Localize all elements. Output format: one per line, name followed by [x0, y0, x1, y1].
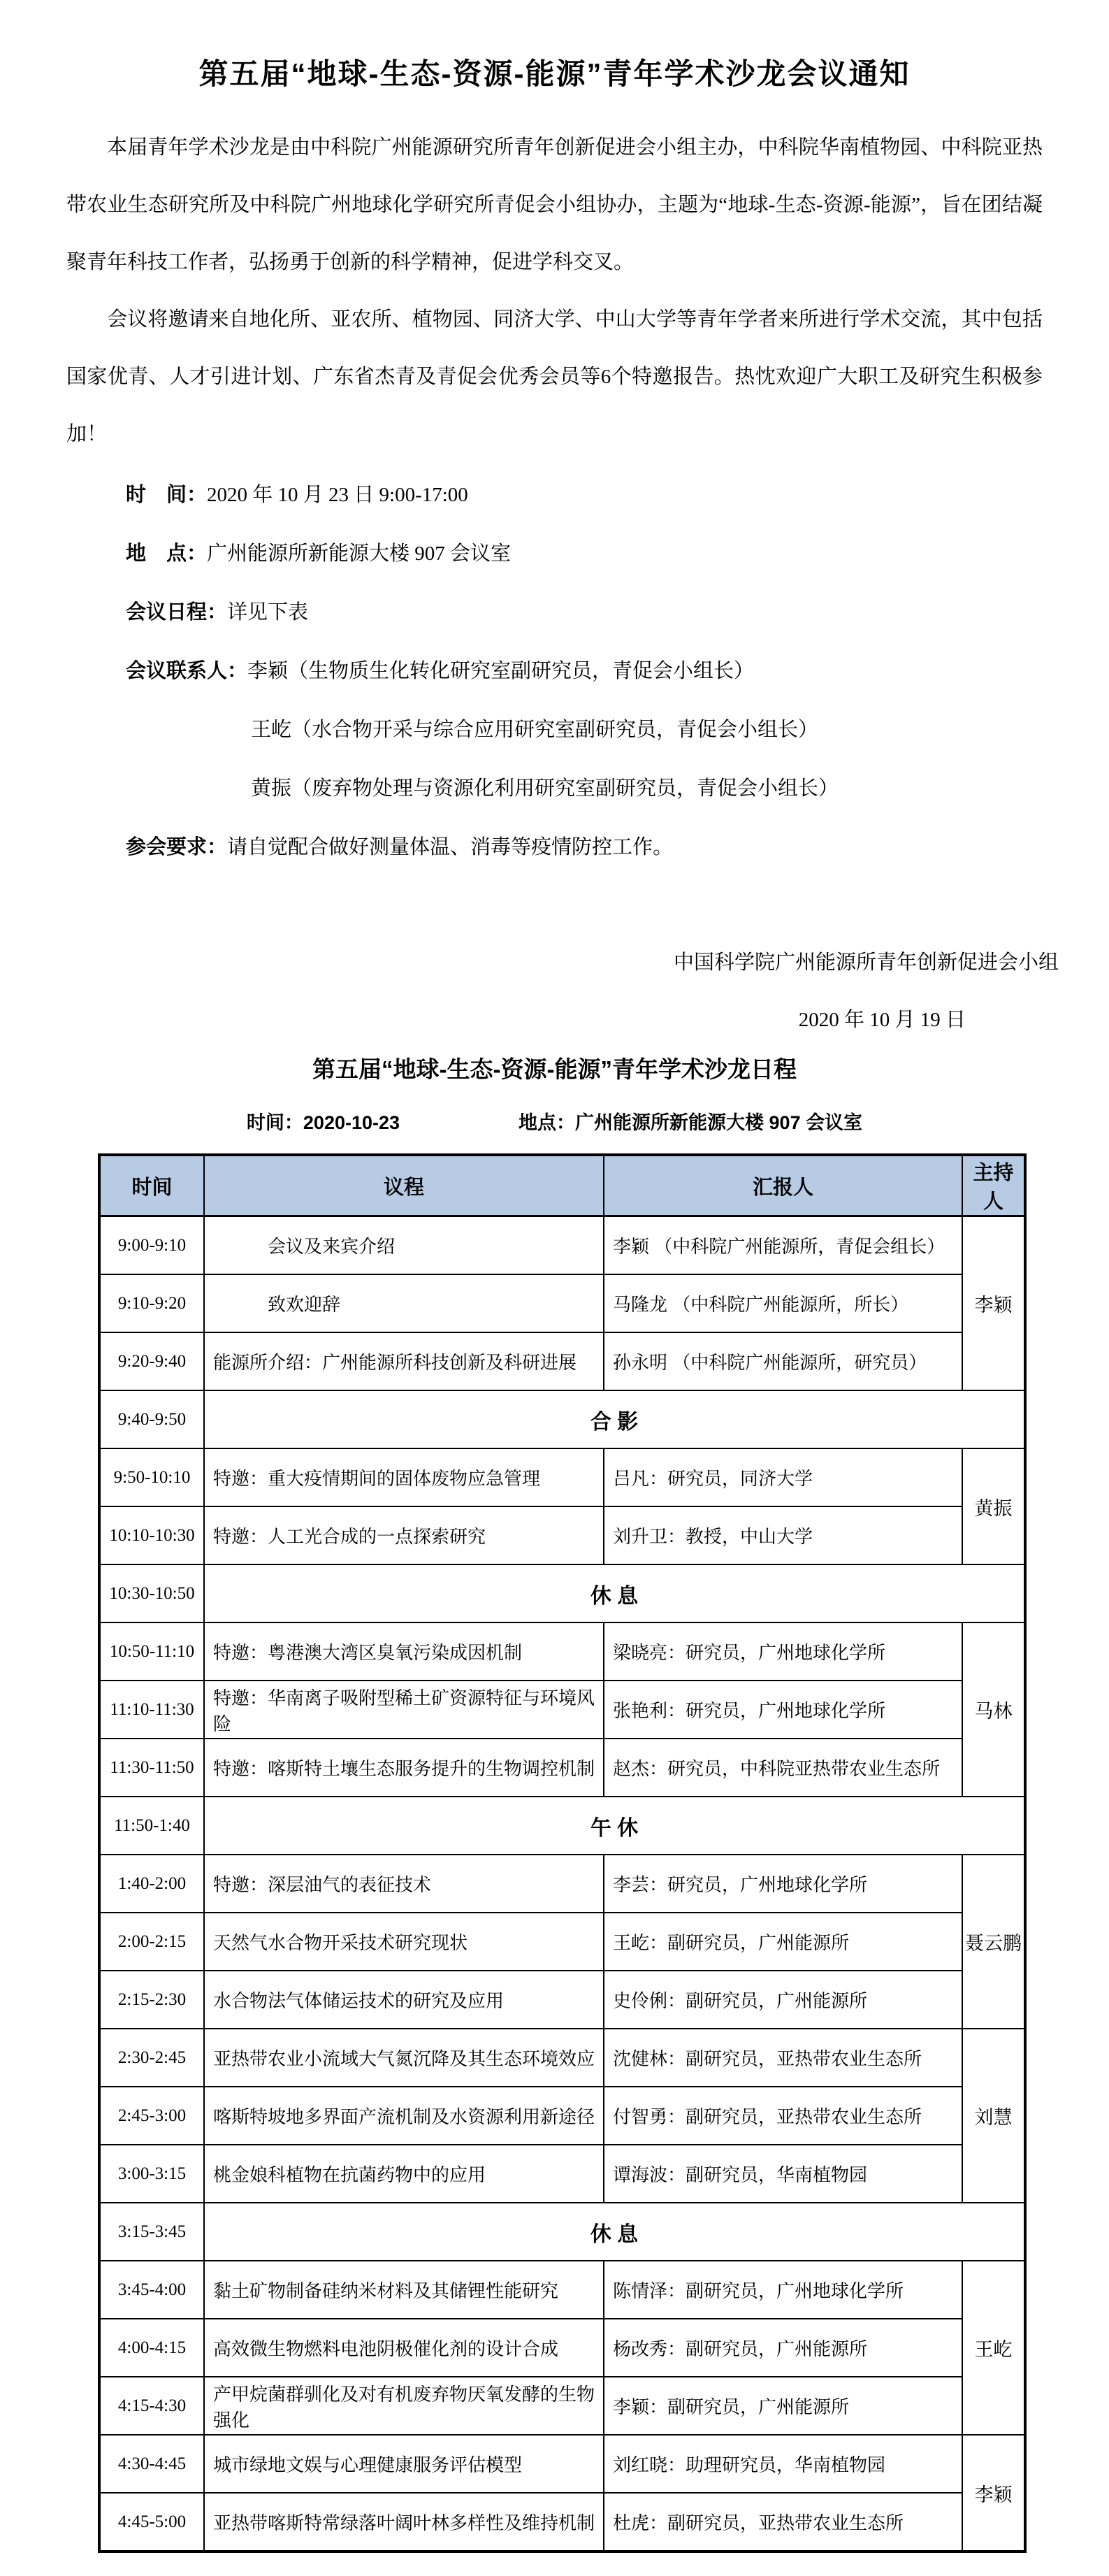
time-cell: 1:40-2:00	[99, 1855, 204, 1913]
agenda-cell: 亚热带喀斯特常绿落叶阔叶林多样性及维持机制	[204, 2493, 604, 2552]
time-cell: 9:10-9:20	[99, 1274, 204, 1332]
presenter-cell: 杨改秀：副研究员，广州能源所	[604, 2319, 962, 2377]
agenda-cell: 城市绿地文娱与心理健康服务评估模型	[204, 2435, 604, 2493]
break-cell: 休 息	[204, 1564, 1025, 1622]
schedule-title: 第五届“地球-生态-资源-能源”青年学术沙龙日程	[312, 1056, 797, 1082]
agenda-cell: 致欢迎辞	[204, 1274, 604, 1332]
presenter-cell: 刘红晓：助理研究员，华南植物园	[604, 2435, 962, 2493]
time-cell: 3:15-3:45	[99, 2203, 204, 2261]
notice-paragraph-2: 会议将邀请来自地化所、亚农所、植物园、同济大学、中山大学等青年学者来所进行学术交流，其中包括国家优青、人才引进计划、广东省杰青及青促会优秀会员等6个特邀报告。热忱欢迎广大职工及研究生积极参加！	[66, 308, 1043, 445]
info-line	[66, 466, 1043, 524]
time-cell: 9:20-9:40	[99, 1332, 204, 1390]
presenter-cell: 史伶俐：副研究员，广州能源所	[604, 1971, 962, 2029]
agenda-cell: 桃金娘科植物在抗菌药物中的应用	[204, 2145, 604, 2203]
presenter-cell: 杜虎：副研究员，亚热带农业生态所	[604, 2493, 962, 2552]
break-cell: 午 休	[204, 1797, 1025, 1855]
info-line	[66, 642, 1043, 700]
agenda-cell: 特邀：粤港澳大湾区臭氧污染成因机制	[204, 1622, 604, 1681]
table-row	[99, 1622, 1025, 1681]
table-row	[99, 1390, 1025, 1448]
info-value: 王屹（水合物开采与综合应用研究室副研究员，青促会小组长）	[251, 719, 819, 741]
agenda-cell: 水合物法气体储运技术的研究及应用	[204, 1971, 604, 2029]
host-cell: 黄振	[962, 1448, 1025, 1564]
table-row	[99, 1971, 1025, 2029]
info-line	[66, 759, 1043, 818]
time-cell: 11:50-1:40	[99, 1797, 204, 1855]
info-line	[66, 818, 1043, 877]
agenda-cell: 特邀：喀斯特土壤生态服务提升的生物调控机制	[204, 1739, 604, 1797]
schedule-meta-place: 地点：广州能源所新能源大楼 907 会议室	[519, 1112, 863, 1133]
table-row	[99, 1216, 1025, 1275]
time-cell: 4:15-4:30	[99, 2377, 204, 2435]
info-line	[66, 583, 1043, 642]
host-cell: 聂云鹏	[962, 1855, 1025, 2029]
agenda-cell: 会议及来宾介绍	[204, 1216, 604, 1275]
time-cell: 10:10-10:30	[99, 1506, 204, 1564]
presenter-cell: 李颖：副研究员，广州能源所	[604, 2377, 962, 2435]
agenda-cell: 特邀：华南离子吸附型稀土矿资源特征与环境风险	[204, 1681, 604, 1739]
schedule-header-row	[99, 1155, 1025, 1216]
notice-info-block	[66, 466, 1043, 877]
presenter-cell: 王屹：副研究员，广州能源所	[604, 1913, 962, 1971]
agenda-cell: 特邀：人工光合成的一点探索研究	[204, 1506, 604, 1564]
table-row	[99, 2319, 1025, 2377]
schedule-table-body	[99, 1216, 1025, 2552]
schedule-header-cell-3: 主持人	[962, 1155, 1025, 1216]
table-row	[99, 2261, 1025, 2319]
time-cell: 2:30-2:45	[99, 2029, 204, 2087]
table-row	[99, 1564, 1025, 1622]
notice-title: 第五届“地球-生态-资源-能源”青年学术沙龙会议通知	[198, 57, 911, 90]
agenda-cell: 特邀：重大疫情期间的固体废物应急管理	[204, 1448, 604, 1506]
time-cell: 4:00-4:15	[99, 2319, 204, 2377]
table-row	[99, 1448, 1025, 1506]
presenter-cell: 付智勇：副研究员，亚热带农业生态所	[604, 2087, 962, 2145]
notice-paragraph-1: 本届青年学术沙龙是由中科院广州能源研究所青年创新促进会小组主办，中科院华南植物园、中科院亚热带农业生态研究所及中科院广州地球化学研究所青促会小组协办，主题为“地球-生态-资源-能源”，旨在团结凝聚青年科技工作者，弘扬勇于创新的科学精神，促进学科交叉。	[66, 136, 1043, 273]
presenter-cell: 孙永明 （中科院广州能源所，研究员）	[604, 1332, 962, 1390]
time-cell: 11:10-11:30	[99, 1681, 204, 1739]
signature-line: 中国科学院广州能源所青年创新促进会小组	[673, 951, 1059, 974]
info-label: 会议联系人：	[126, 660, 248, 682]
info-value: 广州能源所新能源大楼 907 会议室	[207, 542, 512, 565]
time-cell: 3:45-4:00	[99, 2261, 204, 2319]
time-cell: 4:45-5:00	[99, 2493, 204, 2552]
schedule-header-cell-1: 议程	[204, 1155, 604, 1216]
agenda-cell: 天然气水合物开采技术研究现状	[204, 1913, 604, 1971]
info-line	[66, 524, 1043, 583]
info-label: 会议日程：	[126, 601, 228, 624]
presenter-cell: 沈健林：副研究员，亚热带农业生态所	[604, 2029, 962, 2087]
presenter-cell: 李颖 （中科院广州能源所，青促会组长）	[604, 1216, 962, 1275]
table-row	[99, 2203, 1025, 2261]
schedule-meta-time: 时间：2020-10-23	[246, 1112, 400, 1133]
presenter-cell: 李芸：研究员，广州地球化学所	[604, 1855, 962, 1913]
table-row	[99, 2493, 1025, 2552]
info-label: 地 点：	[126, 542, 208, 565]
table-row	[99, 2029, 1025, 2087]
host-cell: 刘慧	[962, 2029, 1025, 2203]
time-cell: 10:50-11:10	[99, 1622, 204, 1681]
info-label: 参会要求：	[126, 836, 228, 858]
table-row	[99, 1332, 1025, 1390]
info-value: 请自觉配合做好测量体温、消毒等疫情防控工作。	[227, 836, 674, 858]
table-row	[99, 2087, 1025, 2145]
agenda-cell: 亚热带农业小流域大气氮沉降及其生态环境效应	[204, 2029, 604, 2087]
info-value: 2020 年 10 月 23 日 9:00-17:00	[207, 484, 468, 506]
host-cell: 马林	[962, 1622, 1025, 1797]
schedule-header-cell-2: 汇报人	[604, 1155, 962, 1216]
host-cell: 李颖	[962, 1216, 1025, 1391]
table-row	[99, 1274, 1025, 1332]
presenter-cell: 张艳利：研究员，广州地球化学所	[604, 1681, 962, 1739]
info-value: 详见下表	[227, 601, 309, 624]
schedule-meta	[0, 1102, 1109, 1144]
host-cell: 李颖	[962, 2435, 1025, 2552]
time-cell: 2:45-3:00	[99, 2087, 204, 2145]
table-row	[99, 1855, 1025, 1913]
schedule-header-cell-0: 时间	[99, 1155, 204, 1216]
presenter-cell: 马隆龙 （中科院广州能源所，所长）	[604, 1274, 962, 1332]
table-row	[99, 1913, 1025, 1971]
time-cell: 2:15-2:30	[99, 1971, 204, 2029]
time-cell: 9:50-10:10	[99, 1448, 204, 1506]
info-label: 时 间：	[126, 484, 208, 506]
agenda-cell: 高效微生物燃料电池阴极催化剂的设计合成	[204, 2319, 604, 2377]
table-row	[99, 1797, 1025, 1855]
table-row	[99, 1681, 1025, 1739]
agenda-cell: 黏土矿物制备硅纳米材料及其储锂性能研究	[204, 2261, 604, 2319]
date-line: 2020 年 10 月 19 日	[798, 1009, 966, 1031]
presenter-cell: 刘升卫：教授，中山大学	[604, 1506, 962, 1564]
agenda-cell: 能源所介绍：广州能源所科技创新及科研进展	[204, 1332, 604, 1390]
presenter-cell: 谭海波：副研究员，华南植物园	[604, 2145, 962, 2203]
time-cell: 4:30-4:45	[99, 2435, 204, 2493]
info-line	[66, 700, 1043, 759]
agenda-cell: 特邀：深层油气的表征技术	[204, 1855, 604, 1913]
time-cell: 9:40-9:50	[99, 1390, 204, 1448]
agenda-cell: 喀斯特坡地多界面产流机制及水资源利用新途径	[204, 2087, 604, 2145]
presenter-cell: 吕凡：研究员，同济大学	[604, 1448, 962, 1506]
time-cell: 3:00-3:15	[99, 2145, 204, 2203]
table-row	[99, 1506, 1025, 1564]
info-value: 黄振（废弃物处理与资源化利用研究室副研究员，青促会小组长）	[251, 777, 839, 800]
table-row	[99, 2145, 1025, 2203]
time-cell: 11:30-11:50	[99, 1739, 204, 1797]
table-row	[99, 2435, 1025, 2493]
host-cell: 王屹	[962, 2261, 1025, 2435]
table-row	[99, 2377, 1025, 2435]
agenda-cell: 产甲烷菌群驯化及对有机废弃物厌氧发酵的生物强化	[204, 2377, 604, 2435]
notice-body	[66, 119, 1043, 463]
time-cell: 9:00-9:10	[99, 1216, 204, 1275]
time-cell: 2:00-2:15	[99, 1913, 204, 1971]
break-cell: 休 息	[204, 2203, 1025, 2261]
info-value: 李颖（生物质生化转化研究室副研究员，青促会小组长）	[247, 660, 755, 682]
presenter-cell: 赵杰：研究员，中科院亚热带农业生态所	[604, 1739, 962, 1797]
break-cell: 合 影	[204, 1390, 1025, 1448]
time-cell: 10:30-10:50	[99, 1564, 204, 1622]
presenter-cell: 梁晓亮：研究员，广州地球化学所	[604, 1622, 962, 1681]
table-row	[99, 1739, 1025, 1797]
schedule-table	[98, 1153, 1027, 2553]
presenter-cell: 陈情泽：副研究员，广州地球化学所	[604, 2261, 962, 2319]
